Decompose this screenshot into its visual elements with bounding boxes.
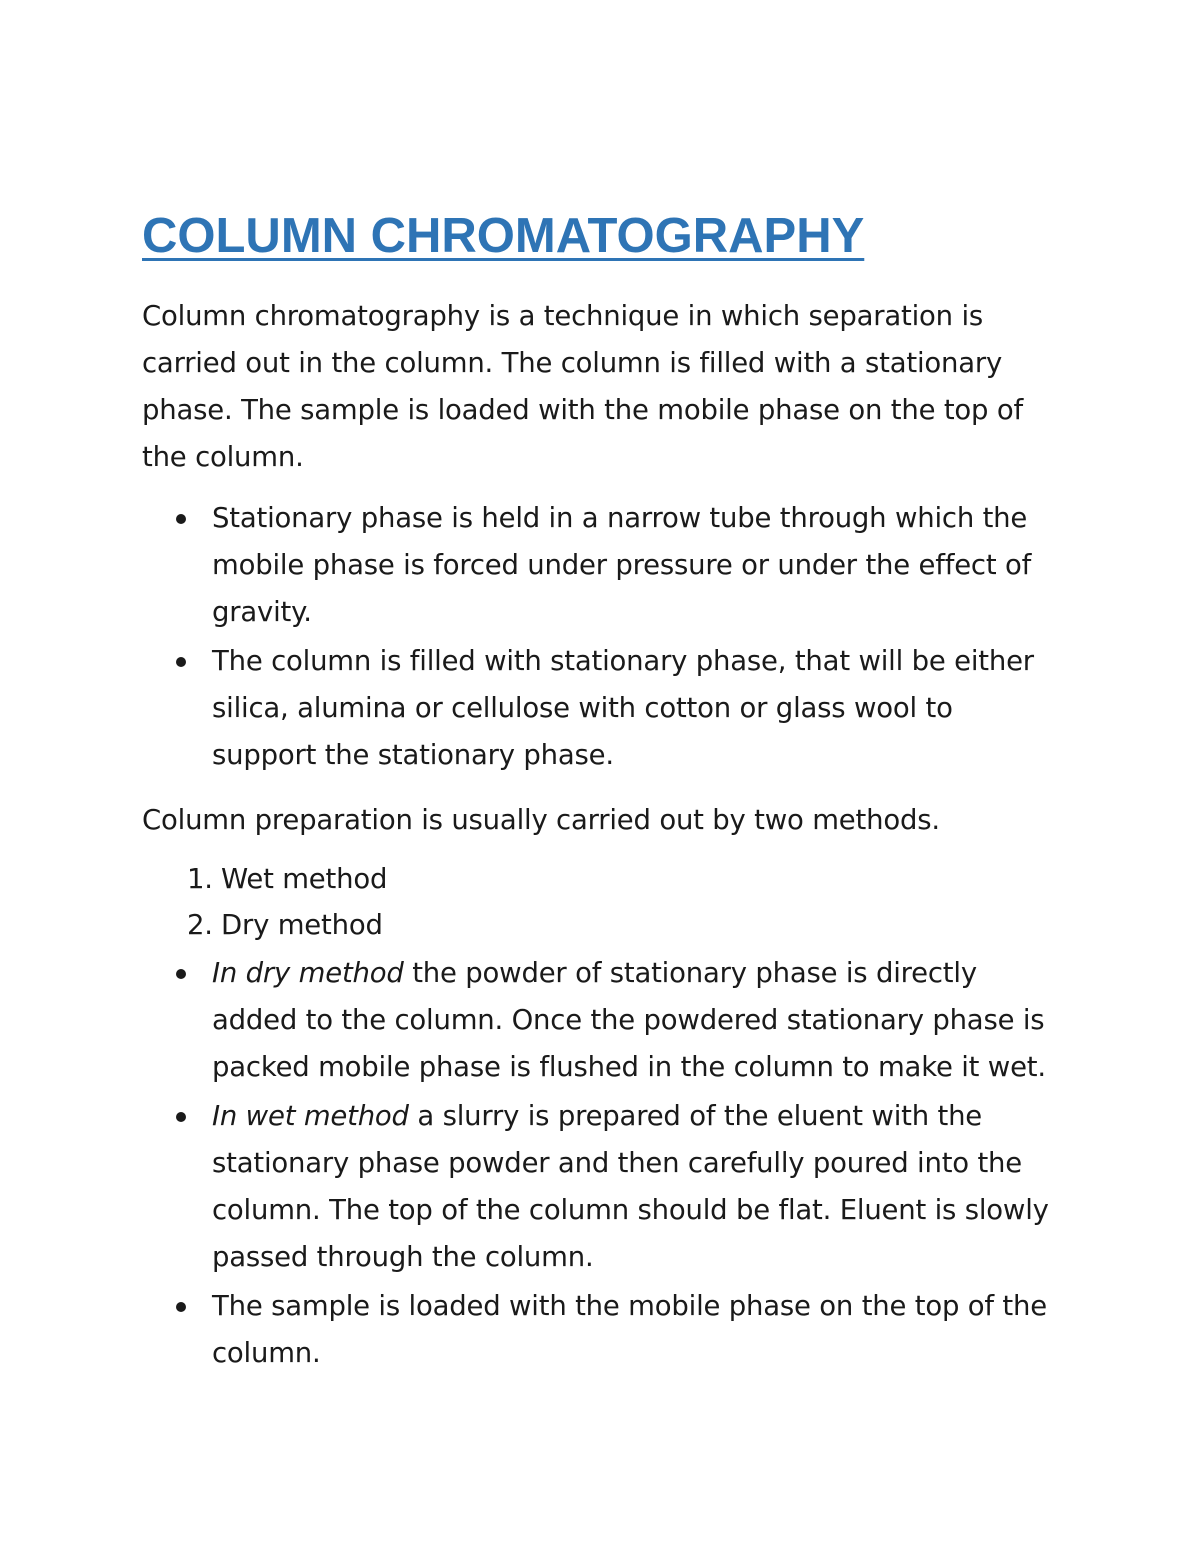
bullet-dot-icon xyxy=(176,1302,186,1312)
numbered-item xyxy=(142,902,1062,948)
bullet-dot-icon xyxy=(176,1112,186,1122)
bullet-text: The sample is loaded with the mobile phase on the top of the column. xyxy=(212,1290,1047,1369)
intro-paragraph: Column chromatography is a technique in which separation is carried out in the column. The column is filled with a stationary phase. The sample is loaded with the mobile phase on the top of the column. xyxy=(142,300,1023,473)
stationary-phase-bullet-list xyxy=(142,495,1062,779)
item-label: Wet method xyxy=(221,863,388,895)
bullet-text: a slurry is prepared of the eluent with the stationary phase powder and then carefully poured into the column. The top of the column should be flat. Eluent is slowly passed through the column. xyxy=(212,1100,1049,1273)
bullet-item xyxy=(142,1283,1062,1377)
bullet-text: the powder of stationary phase is directly added to the column. Once the powdered stationary phase is packed mobile phase is flushed in the column to make it wet. xyxy=(212,957,1046,1083)
numbered-item xyxy=(142,856,1062,902)
bullet-emphasis: In dry method xyxy=(212,957,404,989)
bullet-item xyxy=(142,495,1062,636)
bullet-dot-icon xyxy=(176,657,186,667)
bullet-item xyxy=(142,950,1062,1091)
bullet-item xyxy=(142,1093,1062,1281)
bullet-text: Stationary phase is held in a narrow tube through which the mobile phase is forced under pressure or under the effect of gravity. xyxy=(212,502,1032,628)
preparation-paragraph: Column preparation is usually carried out by two methods. xyxy=(142,804,940,836)
bullet-dot-icon xyxy=(176,969,186,979)
document-title: COLUMN CHROMATOGRAPHY xyxy=(142,209,865,263)
bullet-emphasis: In wet method xyxy=(212,1100,409,1132)
item-label: Dry method xyxy=(221,909,383,941)
bullet-dot-icon xyxy=(176,514,186,524)
item-number: 2. xyxy=(187,909,213,941)
document-page xyxy=(142,205,1062,1379)
bullet-item xyxy=(142,638,1062,779)
methods-numbered-list xyxy=(142,856,1062,948)
bullet-text: The column is filled with stationary phase, that will be either silica, alumina or cellulose with cotton or glass wool to support the stationary phase. xyxy=(212,645,1034,771)
method-details-bullet-list xyxy=(142,950,1062,1377)
item-number: 1. xyxy=(187,863,213,895)
